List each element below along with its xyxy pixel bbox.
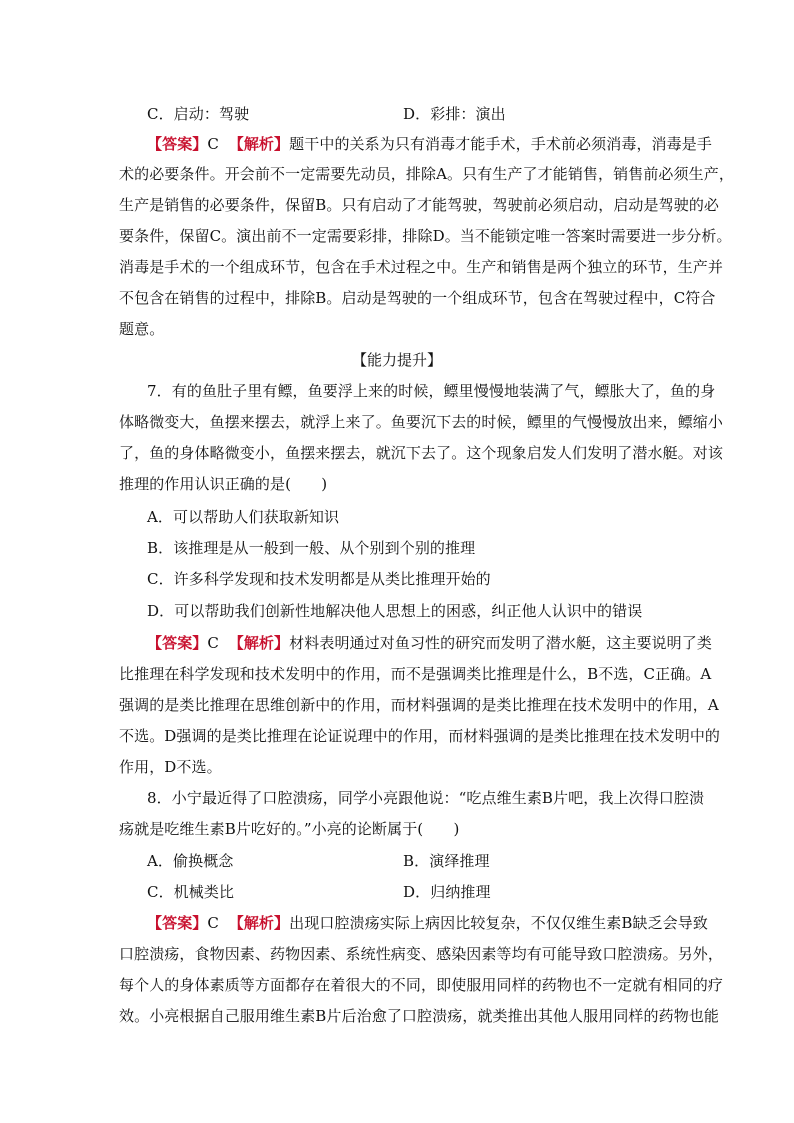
analysis-text: 出现口腔溃疡实际上病因比较复杂，不仅仅维生素B缺乏会导致 — [289, 914, 708, 932]
q7-analysis-line: 比推理在科学发现和技术发明中的作用，而不是强调类比推理是什么，B不选，C正确。A — [119, 665, 712, 683]
q8-option-b: B．演绎推理 — [403, 852, 490, 870]
q7-analysis-line: 作用，D不选。 — [119, 758, 222, 776]
q7-stem-line: 体略微变大，鱼摆来摆去，就浮上来了。鱼要沉下去的时候，鳔里的气慢慢放出来，鳔缩小 — [119, 413, 724, 431]
q8-answer-line — [147, 913, 707, 933]
answer-tag: 【答案】 — [147, 914, 208, 932]
q7-stem-line: 推理的作用认识正确的是( ) — [119, 475, 328, 493]
analysis-tag: 【解析】 — [228, 914, 290, 932]
q6-option-d: D．彩排：演出 — [403, 105, 506, 123]
answer-tag: 【答案】 — [147, 135, 208, 153]
answer-key: C — [207, 634, 219, 652]
analysis-tag: 【解析】 — [228, 634, 290, 652]
q8-option-d: D．归纳推理 — [403, 883, 491, 901]
section-heading: 【能力提升】 — [351, 351, 442, 369]
analysis-text: 材料表明通过对鱼习性的研究而发明了潜水艇，这主要说明了类 — [289, 634, 712, 652]
q6-analysis-line: 生产是销售的必要条件，保留B。只有启动了才能驾驶，驾驶前必须启动，启动是驾驶的必 — [119, 196, 720, 214]
q6-analysis-line: 题意。 — [119, 320, 165, 338]
q7-option-a: A．可以帮助人们获取新知识 — [147, 508, 340, 526]
q8-stem-line: 8．小宁最近得了口腔溃疡，同学小亮跟他说：“吃点维生素B片吧，我上次得口腔溃 — [147, 789, 705, 807]
q7-option-c: C．许多科学发现和技术发明都是从类比推理开始的 — [147, 570, 491, 588]
q6-answer-line — [147, 134, 712, 154]
q8-option-a: A．偷换概念 — [147, 852, 234, 870]
q7-stem-line: 7．有的鱼肚子里有鳔，鱼要浮上来的时候，鳔里慢慢地装满了气，鳔胀大了，鱼的身 — [147, 382, 716, 400]
q7-analysis-line: 不选。D强调的是类比推理在论证说理中的作用，而材料强调的是类比推理在技术发明中的 — [119, 727, 721, 745]
q7-option-b: B．该推理是从一般到一般、从个别到个别的推理 — [147, 539, 476, 557]
q7-option-d: D．可以帮助我们创新性地解决他人思想上的困惑，纠正他人认识中的错误 — [147, 602, 643, 620]
q8-analysis-line: 口腔溃疡，食物因素、药物因素、系统性病变、感染因素等均有可能导致口腔溃疡。另外， — [119, 945, 724, 963]
q7-stem-line: 了，鱼的身体略微变小，鱼摆来摆去，就沉下去了。这个现象启发人们发明了潜水艇。对该 — [119, 444, 724, 462]
answer-key: C — [207, 914, 219, 932]
answer-key: C — [207, 135, 219, 153]
q7-answer-line — [147, 633, 712, 653]
analysis-text: 题干中的关系为只有消毒才能手术，手术前必须消毒，消毒是手 — [289, 135, 712, 153]
analysis-tag: 【解析】 — [228, 135, 290, 153]
q8-stem-line: 疡就是吃维生素B片吃好的。”小亮的论断属于( ) — [119, 820, 460, 838]
q6-analysis-line: 消毒是手术的一个组成环节，包含在手术过程之中。生产和销售是两个独立的环节，生产并 — [119, 258, 724, 276]
q7-analysis-line: 强调的是类比推理在思维创新中的作用，而材料强调的是类比推理在技术发明中的作用，A — [119, 696, 719, 714]
answer-tag: 【答案】 — [147, 634, 208, 652]
q8-analysis-line: 每个人的身体素质等方面都存在着很大的不同，即使服用同样的药物也不一定就有相同的疗 — [119, 976, 724, 994]
q6-analysis-line: 不包含在销售的过程中，排除B。启动是驾驶的一个组成环节，包含在驾驶过程中，C符合 — [119, 289, 716, 307]
q6-option-c: C．启动：驾驶 — [147, 105, 250, 123]
q6-analysis-line: 要条件，保留C。演出前不一定需要彩排，排除D。当不能锁定唯一答案时需要进一步分析。 — [119, 227, 732, 245]
q8-analysis-line: 效。小亮根据自己服用维生素B片后治愈了口腔溃疡，就类推出其他人服用同样的药物也能 — [119, 1007, 720, 1025]
q8-option-c: C．机械类比 — [147, 883, 235, 901]
q6-analysis-line: 术的必要条件。开会前不一定需要先动员，排除A。只有生产了才能销售，销售前必须生产， — [119, 165, 734, 183]
